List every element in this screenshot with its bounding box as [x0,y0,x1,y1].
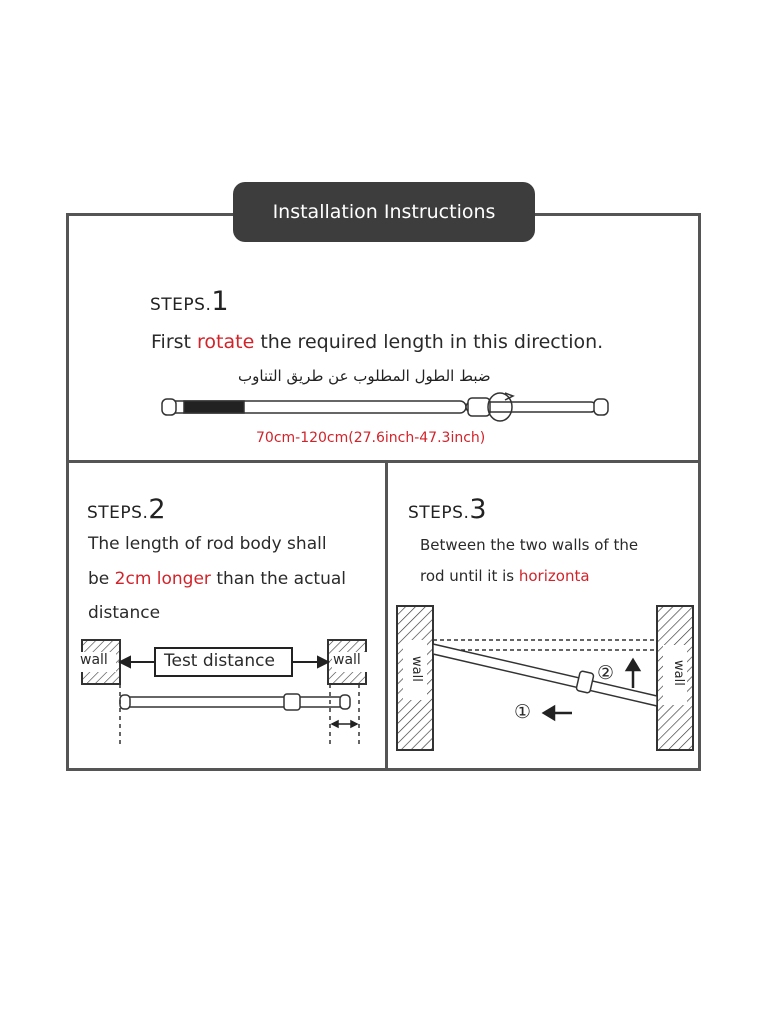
step1-text-before: First [151,331,198,353]
step3-rod [433,644,657,706]
step1-rod [162,398,608,416]
step1-instruction [151,331,603,353]
step1-text-after: the required length in this direction. [254,331,604,353]
banner-title: Installation Instructions [272,201,496,223]
title-banner [233,182,535,242]
step2-line3: distance [88,603,161,623]
step1-heading [150,286,229,317]
step1-text-highlight: rotate [197,331,255,353]
step2-prefix: STEPS. [87,503,149,523]
step3-marker1: ① [514,701,532,723]
step3-line2-before: rod until it is [420,567,519,585]
step3-wall-left-label: wall [409,656,424,682]
step2-line2-highlight: 2cm longer [114,569,211,589]
step2-number: 2 [148,494,167,525]
step3-line2 [420,567,590,585]
extra-length-arrow [332,721,357,727]
step3-number: 3 [469,494,488,525]
step2-wall-right-label: wall [333,652,361,668]
dashed-guides [120,684,359,744]
step3-diagram [392,600,697,760]
step2-heading [87,494,166,525]
step3-wall-right-label: wall [671,660,686,686]
step1-dimension: 70cm-120cm(27.6inch-47.3inch) [256,430,486,446]
step3-prefix: STEPS. [408,503,470,523]
up-arrow-icon [627,660,639,688]
horizontal-dashed-target [433,640,657,650]
step2-line1: The length of rod body shall [88,534,327,554]
step1-prefix: STEPS. [150,295,212,315]
left-arrow-icon [544,707,572,719]
step2-wall-left-label: wall [80,652,108,668]
step2-rod [120,694,350,710]
step2-line2-after: than the actual [210,569,347,589]
step2-line2 [88,569,346,589]
step2-diagram [70,632,380,752]
step3-line1: Between the two walls of the [420,536,639,554]
step3-line2-highlight: horizonta [518,567,590,585]
step1-number: 1 [211,286,230,317]
step2-test-distance-label: Test distance [164,651,275,671]
section-divider-horizontal [66,460,701,463]
step3-marker2: ② [597,662,615,684]
step2-line2-before: be [88,569,115,589]
section-divider-vertical [385,460,388,771]
step1-rod-diagram [160,392,620,424]
step1-arabic: ضبط الطول المطلوب عن طريق التناوب [238,367,491,385]
step3-heading [408,494,487,525]
